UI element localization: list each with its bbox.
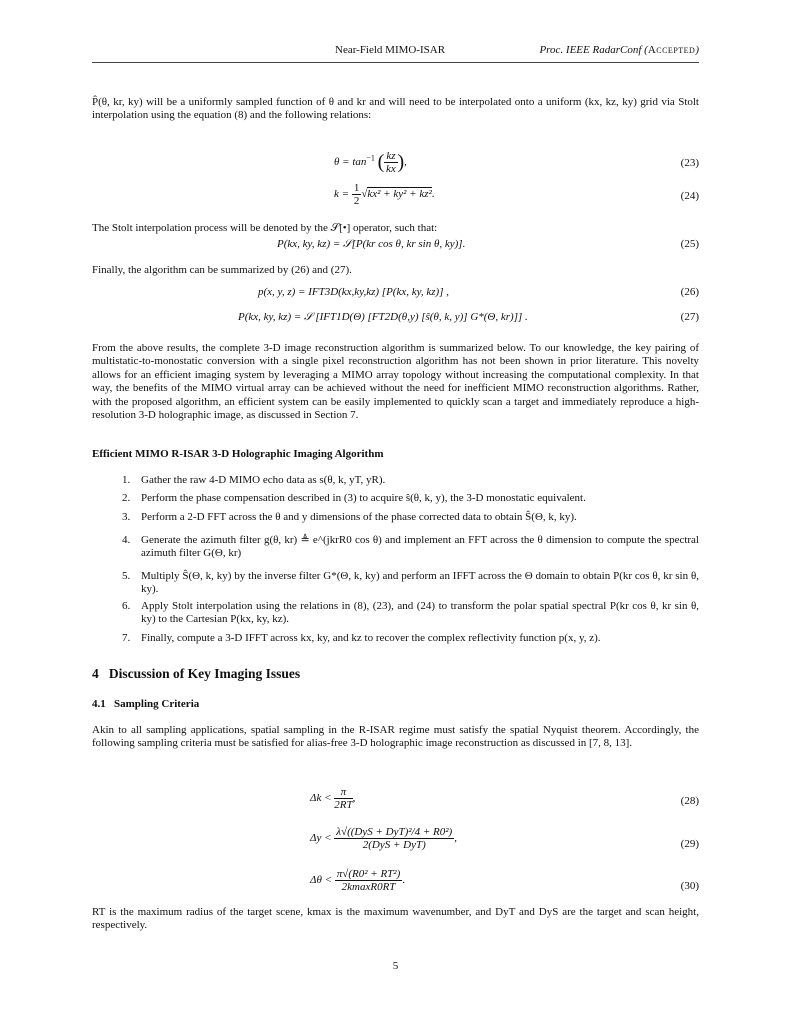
section-4-1-heading: 4.1 Sampling Criteria: [92, 698, 200, 710]
venue-status: Accepted: [647, 44, 696, 56]
eq24-half: $\frac{1}{2}$: [353, 182, 360, 207]
eq27-number: (27): [680, 311, 699, 323]
eq30-fraction: $\frac{\text{π√(R0² + RT²)}}{2kmaxR0RT}$: [336, 868, 401, 893]
eq28-fraction: $\frac{\pi}{2RT}$: [334, 786, 353, 811]
intro-paragraph: P̂(θ, kr, ky) will be a uniformly sampled function of θ and kr and will need to be interpolated onto a uniform (kx, kz, ky) grid via Stolt interpolation using the equation (8) and the following relations:: [92, 96, 699, 122]
eq29-number: (29): [680, 838, 699, 850]
eq24-lhs: k =: [334, 188, 350, 201]
equation-24: k = $\frac{1}{2}$ √kx² + ky² + kz². (24): [334, 182, 699, 207]
eq25-number: (25): [680, 238, 699, 250]
eq23-fraction: $\frac{kz}{kx}$: [386, 150, 396, 175]
equation-26: [92, 286, 699, 302]
equation-27: [92, 311, 699, 327]
eq29-fraction: $\frac{\text{λ√((DyS + DyT)²/4 + R0²)}}{\text{2(DyS + DyT)}}$: [336, 826, 453, 851]
eq25-body: P(kx, ky, kz) = 𝒮[P(kr cos θ, kr sin θ, ky)].: [277, 238, 466, 250]
eq30-lhs: Δθ <: [310, 874, 333, 887]
eq28-lhs: Δk <: [310, 792, 332, 805]
running-header: [92, 44, 699, 60]
equation-28: Δk < $\frac{\pi}{2RT}$ , (28): [310, 786, 699, 811]
eq23-number: (23): [680, 157, 699, 169]
venue-suffix: ): [695, 44, 699, 56]
eq23-lhs: θ = tan: [334, 156, 367, 169]
equation-25: [92, 238, 699, 254]
equation-29: Δy < $\frac{\text{λ√((DyS + DyT)²/4 + R0²)}}{\text{2(DyS + DyT)}}$ , (29): [310, 826, 699, 851]
eq26-body: p(x, y, z) = IFT3D(kx,ky,kz) [P(kx, ky, kz)] ,: [258, 286, 449, 298]
header-rule: [92, 62, 699, 63]
eq27-body: P(kx, ky, kz) = 𝒮 [IFT1D(Θ) [FT2D(θ,y) [ŝ(θ, k, y)] G*(Θ, kr)]] .: [238, 311, 528, 323]
stolt-sentence: The Stolt interpolation process will be denoted by the 𝒮[•] operator, such that:: [92, 222, 438, 234]
equation-23: $\theta = \tan^{-1}$ ( $\frac{kz}{kx}$ ), (23): [334, 150, 699, 175]
venue-prefix: Proc. IEEE RadarConf (: [539, 44, 648, 56]
eq26-number: (26): [680, 286, 699, 298]
eq29-lhs: Δy <: [310, 832, 332, 845]
sampling-paragraph: Akin to all sampling applications, spatial sampling in the R-ISAR regime must satisfy the spatial Nyquist theorem. Accordingly, the following sampling criteria must be satisfied for alias-free 3-D holographic image reconstruction as discussed in [7, 8, 13].: [92, 724, 699, 750]
section-4-heading: 4 Discussion of Key Imaging Issues: [92, 666, 301, 681]
equation-30: Δθ < $\frac{\text{π√(R0² + RT²)}}{2kmaxR0RT}$ . (30): [310, 868, 699, 893]
eq23-sup: −1: [366, 153, 375, 163]
eq28-number: (28): [680, 795, 699, 807]
summary-sentence: Finally, the algorithm can be summarized by (26) and (27).: [92, 264, 352, 276]
page-number: 5: [392, 960, 399, 972]
eq30-number: (30): [680, 880, 699, 892]
header-title: Near-Field MIMO-ISAR: [335, 44, 446, 56]
closing-paragraph: RT is the maximum radius of the target scene, kmax is the maximum wavenumber, and DyT and DyS are the target and scan height, respectively.: [92, 906, 699, 932]
eq24-radicand: kx² + ky² + kz²: [367, 188, 432, 201]
eq24-number: (24): [680, 190, 699, 202]
header-venue: [539, 44, 699, 56]
algorithm-heading: Efficient MIMO R-ISAR 3-D Holographic Imaging Algorithm: [92, 448, 384, 460]
main-paragraph: From the above results, the complete 3-D image reconstruction algorithm is summarized below. To our knowledge, the key pairing of multistatic-to-monostatic conversion with a single pixel reconstruction algorithm has not been shown in prior literature. This novelty allows for an efficient imaging system by leveraging a MIMO array topology without increasing the computational complexity. In that way, the benefits of the MIMO virtual array can be achieved without the need for inefficient MIMO reconstruction algorithms. Rather, with the proposed algorithm, an efficient system can be easily implemented to quickly scan a target and immediately reproduce a high-resolution 3-D holographic image, as discussed in Section 7.: [92, 342, 699, 422]
